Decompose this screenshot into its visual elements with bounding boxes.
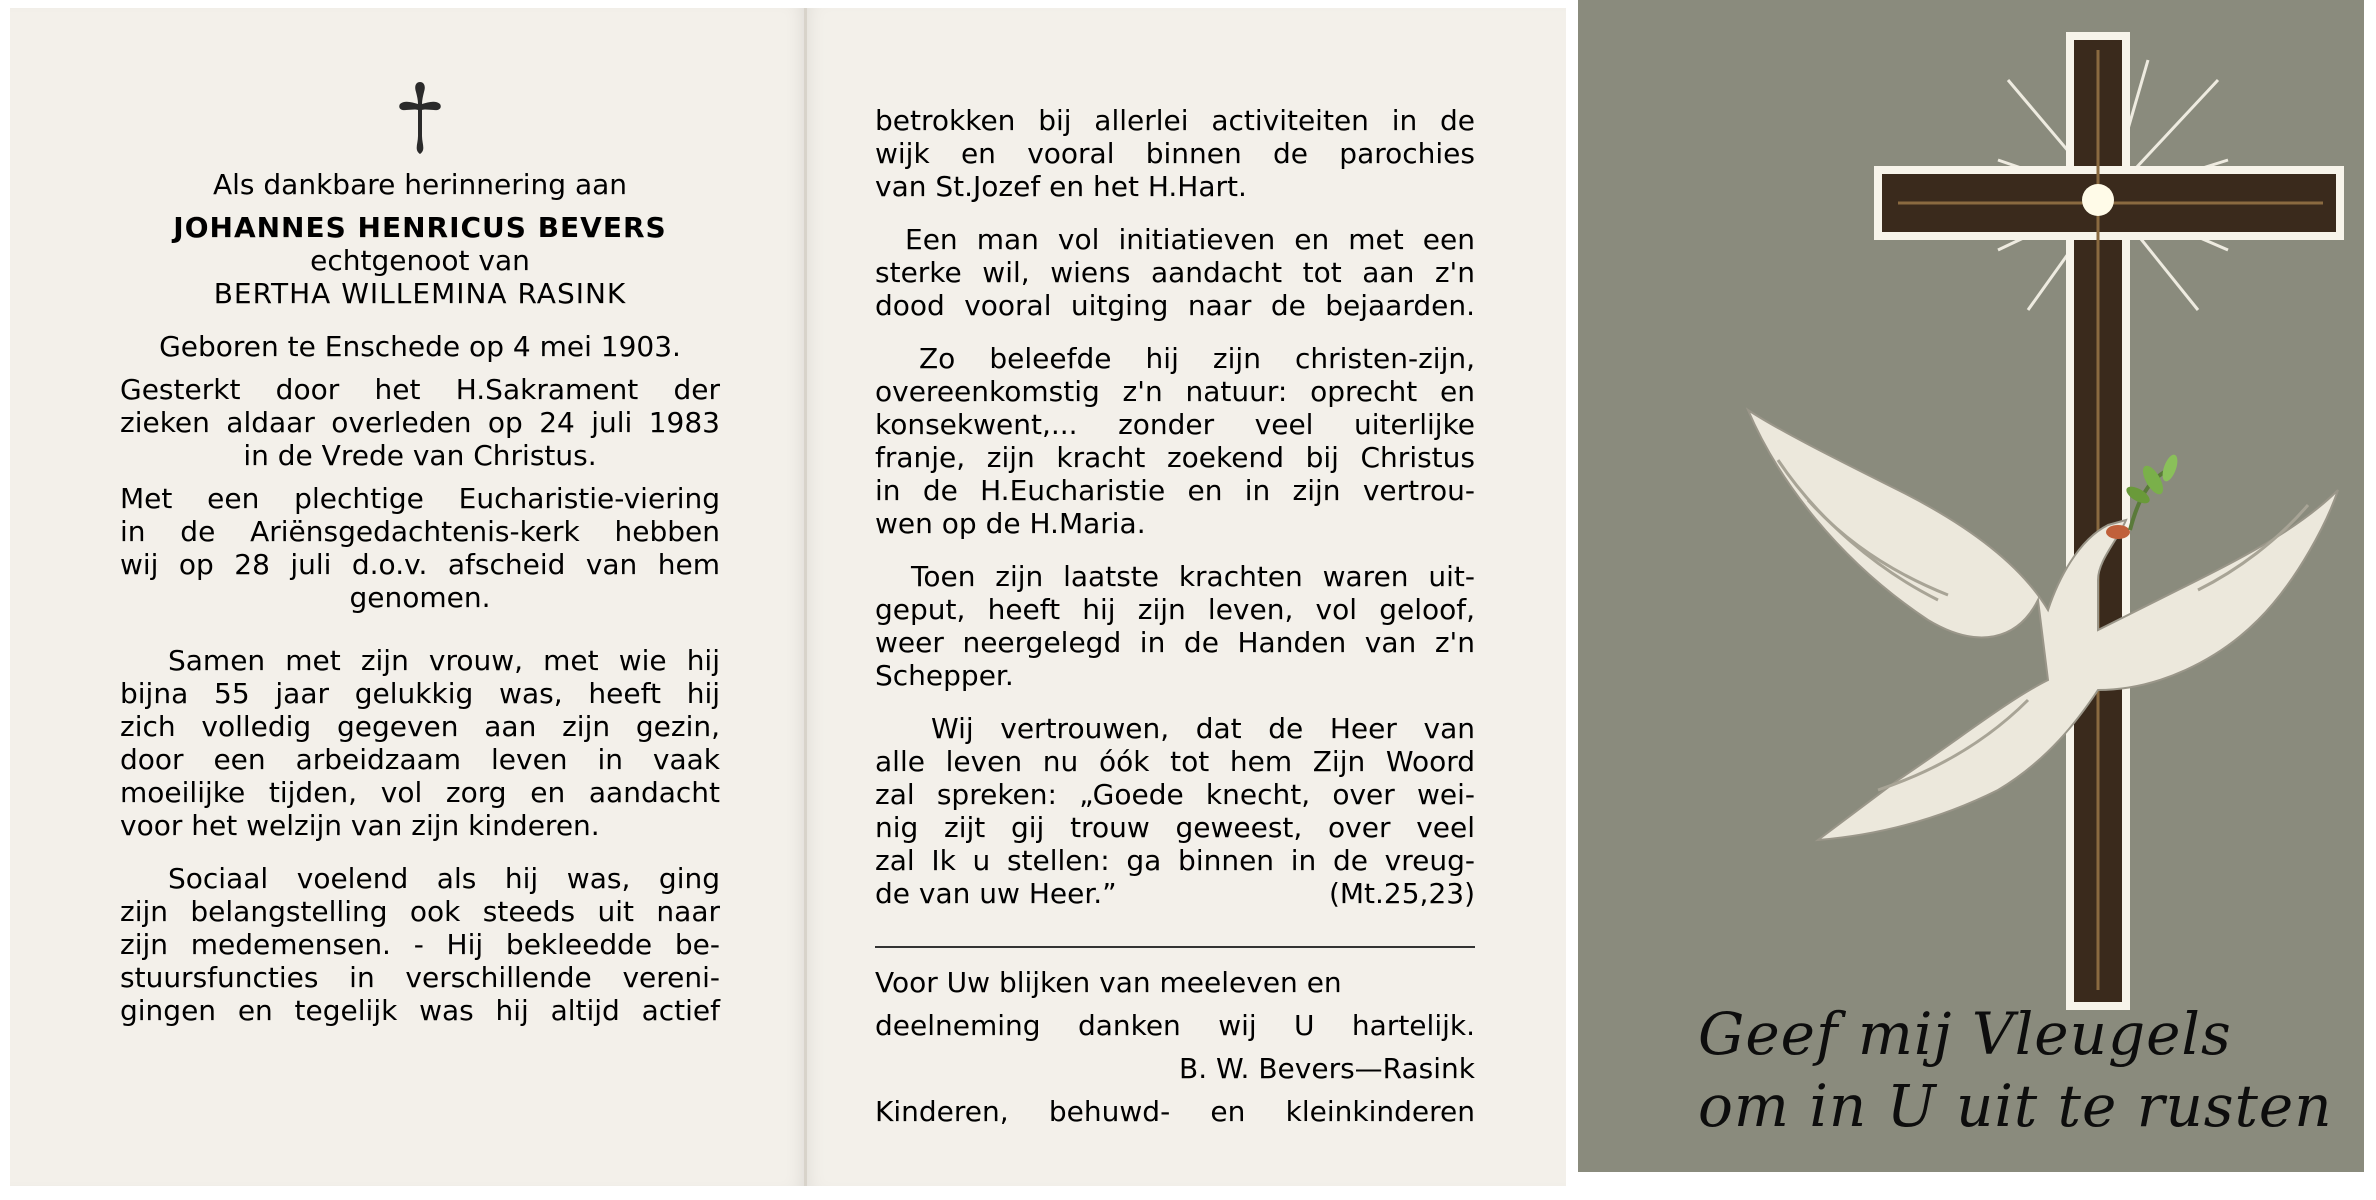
thanks-line: Voor Uw blijken van meeleven en <box>875 966 1342 999</box>
paragraph-line: nig zijt gij trouw geweest, over veel <box>875 811 1475 844</box>
spouse-name: BERTHA WILLEMINA RASINK <box>213 277 627 310</box>
paragraph-line: Zo beleefde hij zijn christen-zijn, <box>919 342 1475 375</box>
death-line: Gesterkt door het H.Sakrament der <box>120 373 720 406</box>
thanks-line: deelneming danken wij U hartelijk. <box>875 1009 1475 1042</box>
paragraph-line: bijna 55 jaar gelukkig was, heeft hij <box>120 677 720 710</box>
illustration-panel <box>1578 0 2364 1172</box>
paragraph-line: betrokken bij allerlei activiteiten in de <box>875 104 1475 137</box>
paragraph-line: gingen en tegelijk was hij altijd actief <box>120 994 720 1027</box>
cross-icon <box>120 80 720 168</box>
paragraph-line: Wij vertrouwen, dat de Heer van <box>931 712 1475 745</box>
paragraph-line: zijn belangstelling ook steeds uit naar <box>120 895 720 928</box>
bible-reference: (Mt.25,23) <box>1328 877 1475 910</box>
paragraph-line: wen op de H.Maria. <box>875 507 1146 540</box>
quote-end-line <box>875 877 1475 910</box>
paragraph-line: overeenkomstig z'n natuur: oprecht en <box>875 375 1475 408</box>
intro-text: Als dankbare herinnering aan <box>212 168 628 201</box>
left-text-column <box>120 80 720 1027</box>
middle-text-column <box>875 104 1475 1128</box>
paragraph-line: zal Ik u stellen: ga binnen in de vreug- <box>875 844 1475 877</box>
quote-end: de van uw Heer.” <box>875 877 1117 910</box>
paragraph-line: zal spreken: „Goede knecht, over wei- <box>875 778 1475 811</box>
caption-line-2: om in U uit te rusten <box>1698 1072 2333 1140</box>
funeral-line: wij op 28 juli d.o.v. afscheid van hem <box>120 548 720 581</box>
paragraph-line: alle leven nu óók tot hem Zijn Woord <box>875 745 1475 778</box>
paragraph-line: wijk en vooral binnen de parochies <box>875 137 1475 170</box>
signature: B. W. Bevers—Rasink <box>1179 1052 1475 1085</box>
paragraph-line: Schepper. <box>875 659 1014 692</box>
paragraph-line: Sociaal voelend als hij was, ging <box>168 862 720 895</box>
paragraph-line: moeilijke tijden, vol zorg en aandacht <box>120 776 720 809</box>
funeral-line: in de Ariënsgedachtenis-kerk hebben <box>120 515 720 548</box>
paragraph-line: Samen met zijn vrouw, met wie hij <box>168 644 720 677</box>
card-fold <box>804 8 807 1186</box>
paragraph-line: geput, heeft hij zijn leven, vol geloof, <box>875 593 1475 626</box>
paragraph-line: voor het welzijn van zijn kinderen. <box>120 809 600 842</box>
death-line: in de Vrede van Christus. <box>243 439 597 472</box>
paragraph-line: dood vooral uitging naar de bejaarden. <box>875 289 1475 322</box>
paragraph-line: sterke wil, wiens aandacht tot aan z'n <box>875 256 1475 289</box>
paragraph-line: weer neergelegd in de Handen van z'n <box>875 626 1475 659</box>
paragraph-line: konsekwent,... zonder veel uiterlijke <box>875 408 1475 441</box>
paragraph-line: door een arbeidzaam leven in vaak <box>120 743 720 776</box>
paragraph-line: stuursfuncties in verschillende vereni- <box>120 961 720 994</box>
paragraph-line: franje, zijn kracht zoekend bij Christus <box>875 441 1475 474</box>
divider-line <box>875 946 1475 948</box>
caption-line-1: Geef mij Vleugels <box>1698 1000 2232 1068</box>
funeral-line: Met een plechtige Eucharistie-viering <box>120 482 720 515</box>
paragraph-line: Een man vol initiatieven en met een <box>905 223 1475 256</box>
deceased-name: JOHANNES HENRICUS BEVERS <box>173 211 667 244</box>
family-line: Kinderen, behuwd- en kleinkinderen <box>875 1095 1475 1128</box>
death-line: zieken aldaar overleden op 24 juli 1983 <box>120 406 720 439</box>
spouse-intro: echtgenoot van <box>310 244 530 277</box>
paragraph-line: Toen zijn laatste krachten waren uit- <box>911 560 1475 593</box>
birth-line: Geboren te Enschede op 4 mei 1903. <box>159 330 681 363</box>
cross-and-dove-illustration <box>1578 0 2364 1172</box>
paragraph-line: in de H.Eucharistie en in zijn vertrou- <box>875 474 1475 507</box>
paragraph-line: zich volledig gegeven aan zijn gezin, <box>120 710 720 743</box>
paragraph-line: zijn medemensen. - Hij bekleedde be- <box>120 928 720 961</box>
dove-icon <box>1748 410 2338 840</box>
funeral-line: genomen. <box>349 581 491 614</box>
paragraph-line: van St.Jozef en het H.Hart. <box>875 170 1247 203</box>
